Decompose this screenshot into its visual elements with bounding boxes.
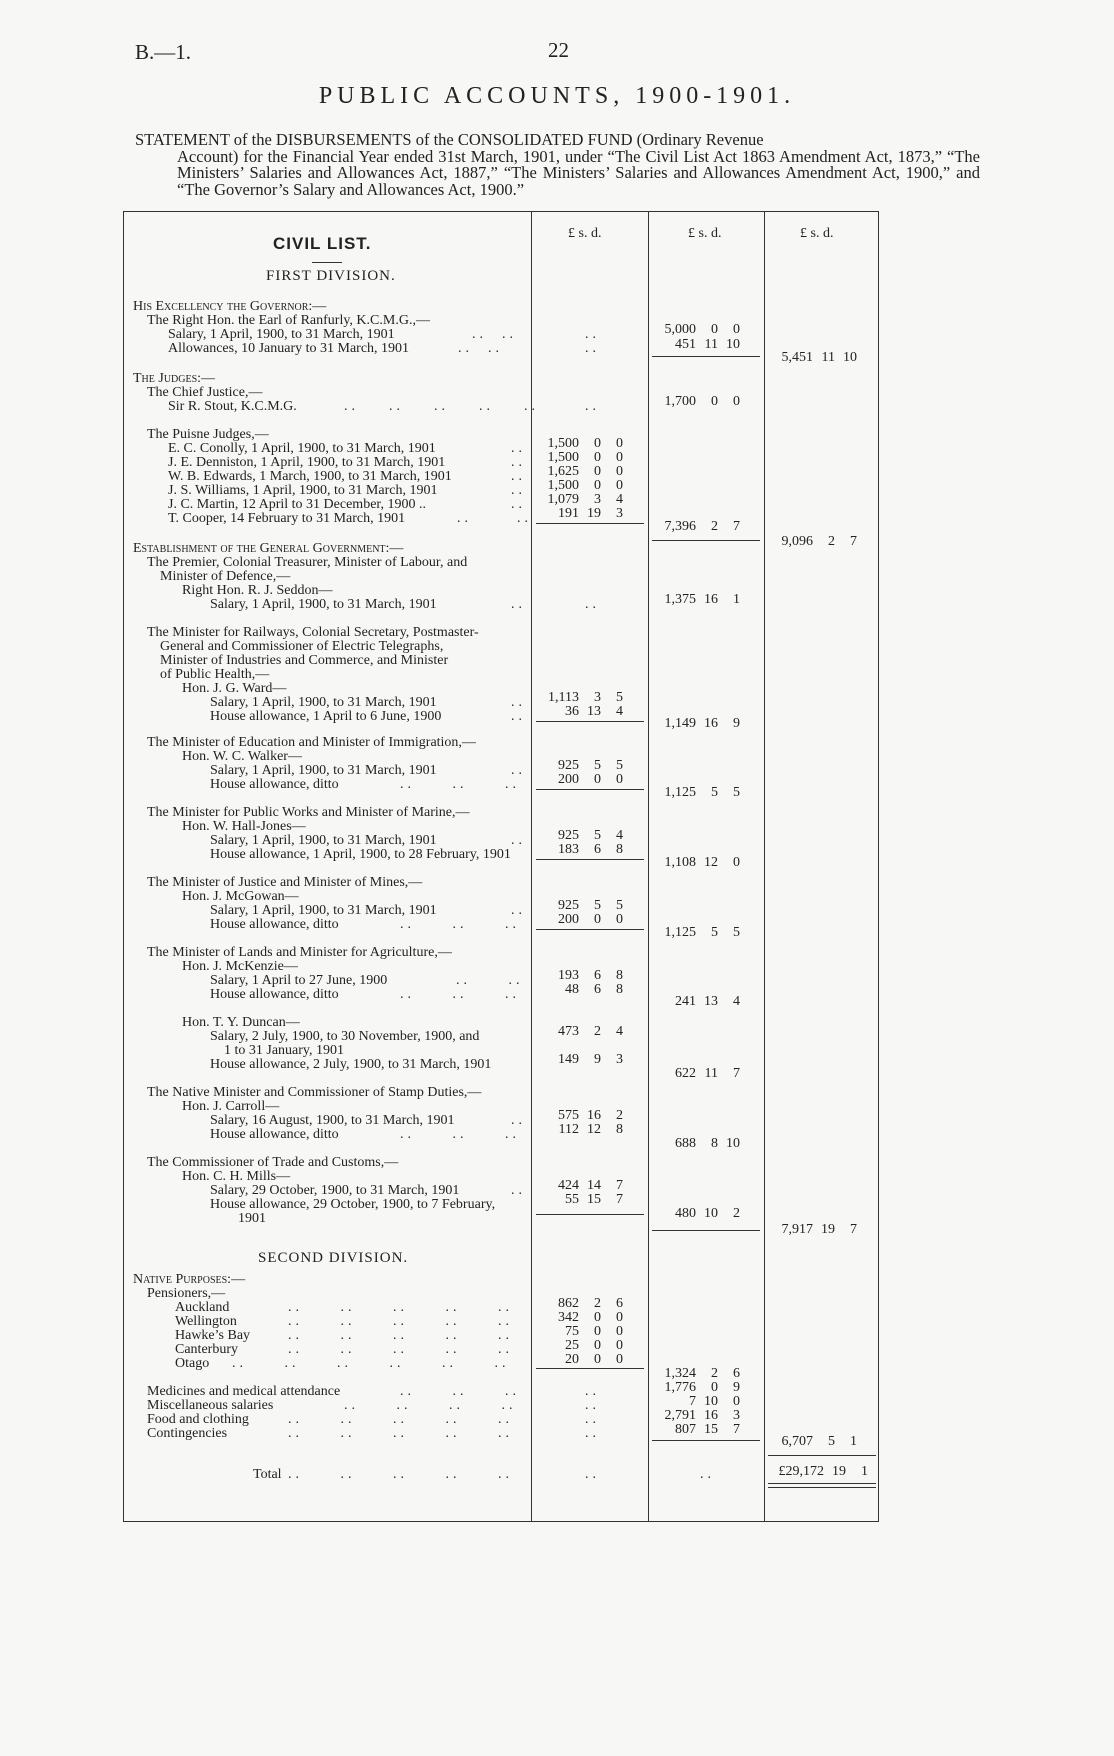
premier-salary-label: Salary, 1 April, 1900, to 31 March, 1901 bbox=[210, 597, 437, 612]
native-minister-label: The Native Minister and Commissioner of Stamp Duties,— bbox=[147, 1085, 482, 1100]
duncan-salary-label: Salary, 2 July, 1900, to 30 November, 1900, and bbox=[210, 1029, 480, 1044]
native-other-amount: 807 15 7 bbox=[675, 1422, 740, 1437]
government-heading: Establishment of the General Government:— bbox=[133, 541, 404, 556]
trade-salary-label: Salary, 29 October, 1900, to 31 March, 1901 bbox=[210, 1183, 460, 1198]
native-minister-salary-amount: 575 16 2 bbox=[558, 1108, 623, 1123]
pension-amount: 75 0 0 bbox=[565, 1324, 623, 1339]
title-underline bbox=[312, 262, 342, 263]
pension-amount: 342 0 0 bbox=[558, 1310, 623, 1325]
education-salary-label: Salary, 1 April, 1900, to 31 March, 1901 bbox=[210, 763, 437, 778]
railways-label: General and Commissioner of Electric Telegraphs, bbox=[160, 639, 444, 654]
table-bottom-rule bbox=[123, 1521, 879, 1522]
section-title: CIVIL LIST. bbox=[273, 234, 372, 253]
justice-house-amount: 200 0 0 bbox=[558, 912, 623, 927]
premier-name: Right Hon. R. J. Seddon— bbox=[182, 583, 333, 598]
native-minister-total: 688 8 10 bbox=[675, 1136, 740, 1151]
judges-heading: The Judges:— bbox=[133, 371, 216, 386]
lands-label: The Minister of Lands and Minister for Agriculture,— bbox=[147, 945, 452, 960]
judge-row: J. E. Denniston, 1 April, 1900, to 31 March, 1901 bbox=[168, 455, 446, 470]
column-rule-3 bbox=[764, 211, 765, 1521]
railways-total: 1,149 16 9 bbox=[664, 716, 740, 731]
duncan-name: Hon. T. Y. Duncan— bbox=[182, 1015, 300, 1030]
chief-justice-label: The Chief Justice,— bbox=[147, 385, 263, 400]
trade-total: 480 10 2 bbox=[675, 1206, 740, 1221]
lands-name: Hon. J. McKenzie— bbox=[182, 959, 298, 974]
judge-amount: 1,500 0 0 bbox=[547, 478, 623, 493]
pension-row: Canterbury bbox=[175, 1342, 238, 1357]
judge-row: W. B. Edwards, 1 March, 1900, to 31 March, 1901 bbox=[168, 469, 452, 484]
education-total: 1,125 5 5 bbox=[664, 785, 740, 800]
trade-salary-amount: 424 14 7 bbox=[558, 1178, 623, 1193]
native-other-amount: 1,776 0 9 bbox=[664, 1380, 740, 1395]
lands-salary-amount: 193 6 8 bbox=[558, 968, 623, 983]
duncan-house-amount: 149 9 3 bbox=[558, 1052, 623, 1067]
duncan-salary-amount: 473 2 4 bbox=[558, 1024, 623, 1039]
page-title: PUBLIC ACCOUNTS, 1900-1901. bbox=[318, 83, 796, 109]
governor-salary-amount: 5,000 0 0 bbox=[664, 322, 740, 337]
railways-salary-label: Salary, 1 April, 1900, to 31 March, 1901 bbox=[210, 695, 437, 710]
pension-row: Hawke’s Bay bbox=[175, 1328, 251, 1343]
railways-house-label: House allowance, 1 April to 6 June, 1900 bbox=[210, 709, 442, 724]
judge-row: E. C. Conolly, 1 April, 1900, to 31 March, 1901 bbox=[168, 441, 436, 456]
lands-salary-label: Salary, 1 April to 27 June, 1900 bbox=[210, 973, 388, 988]
governor-allowances-label: Allowances, 10 January to 31 March, 1901 bbox=[168, 341, 410, 356]
duncan-total: 622 11 7 bbox=[675, 1066, 740, 1081]
works-house-amount: 183 6 8 bbox=[558, 842, 623, 857]
puisne-total: 7,396 2 7 bbox=[664, 519, 740, 534]
judge-row: J. C. Martin, 12 April to 31 December, 1900 .. bbox=[168, 497, 427, 512]
report-reference: B.—1. bbox=[135, 40, 192, 64]
pension-row: Wellington bbox=[175, 1314, 237, 1329]
justice-salary-label: Salary, 1 April, 1900, to 31 March, 1901 bbox=[210, 903, 437, 918]
education-house-amount: 200 0 0 bbox=[558, 772, 623, 787]
pension-total: 1,324 2 6 bbox=[664, 1366, 740, 1381]
education-name: Hon. W. C. Walker— bbox=[182, 749, 302, 764]
judge-row: J. S. Williams, 1 April, 1900, to 31 March, 1901 bbox=[168, 483, 438, 498]
pension-row: Auckland bbox=[175, 1300, 230, 1315]
native-minister-house-label: House allowance, ditto bbox=[210, 1127, 339, 1142]
justice-house-label: House allowance, ditto bbox=[210, 917, 339, 932]
trade-house-amount: 55 15 7 bbox=[565, 1192, 623, 1207]
works-name: Hon. W. Hall-Jones— bbox=[182, 819, 306, 834]
governor-heading: His Excellency the Governor:— bbox=[133, 299, 327, 314]
duncan-salary-label-2: 1 to 31 January, 1901 bbox=[224, 1043, 345, 1058]
table-left-rule bbox=[123, 211, 124, 1521]
column-header-2: £ s. d. bbox=[688, 226, 722, 241]
works-salary-label: Salary, 1 April, 1900, to 31 March, 1901 bbox=[210, 833, 437, 848]
judge-row: T. Cooper, 14 February to 31 March, 1901 bbox=[168, 511, 406, 526]
native-other-row: Food and clothing bbox=[147, 1412, 249, 1427]
justice-salary-amount: 925 5 5 bbox=[558, 898, 623, 913]
native-purposes-heading: Native Purposes:— bbox=[133, 1272, 246, 1287]
native-other-amount: 7 10 0 bbox=[689, 1394, 740, 1409]
statement-rest: Account) for the Financial Year ended 31st March, 1901, under “The Civil List Act 1863 Amendment Act, 1873,” “The Ministers’ Salaries and Allowances Act, 1887,” “The Ministers’ Salaries and Allowances Amendment Act, 1900,” and “The Governor’s Salary and Allowances Act, 1900.” bbox=[177, 146, 980, 199]
education-salary-amount: 925 5 5 bbox=[558, 758, 623, 773]
justice-name: Hon. J. McGowan— bbox=[182, 889, 299, 904]
railways-label: Minister of Industries and Commerce, and Minister bbox=[160, 653, 449, 668]
premier-label: The Premier, Colonial Treasurer, Minister of Labour, and bbox=[147, 555, 468, 570]
works-label: The Minister for Public Works and Minister of Marine,— bbox=[147, 805, 470, 820]
table-right-rule bbox=[878, 211, 879, 1521]
native-purposes-total: 6,707 5 1 bbox=[781, 1434, 857, 1449]
native-other-amount: 2,791 16 3 bbox=[664, 1408, 740, 1423]
premier-amount: 1,375 16 1 bbox=[664, 592, 740, 607]
second-division-heading: SECOND DIVISION. bbox=[258, 1250, 409, 1266]
pension-amount: 25 0 0 bbox=[565, 1338, 623, 1353]
judge-amount: 1,500 0 0 bbox=[547, 436, 623, 451]
pensioners-label: Pensioners,— bbox=[147, 1286, 226, 1301]
trade-house-label-2: 1901 bbox=[238, 1211, 266, 1226]
works-house-label: House allowance, 1 April, 1900, to 28 February, 1901 bbox=[210, 847, 511, 862]
judge-amount: 191 19 3 bbox=[558, 506, 623, 521]
column-header-3: £ s. d. bbox=[800, 226, 834, 241]
railways-name: Hon. J. G. Ward— bbox=[182, 681, 287, 696]
justice-label: The Minister of Justice and Minister of Mines,— bbox=[147, 875, 423, 890]
puisne-judges-label: The Puisne Judges,— bbox=[147, 427, 269, 442]
lands-total: 241 13 4 bbox=[675, 994, 740, 1009]
judge-amount: 1,079 3 4 bbox=[547, 492, 623, 507]
statement-text bbox=[135, 132, 980, 198]
table-top-rule bbox=[123, 211, 879, 212]
pension-amount: 20 0 0 bbox=[565, 1352, 623, 1367]
judge-amount: 1,500 0 0 bbox=[547, 450, 623, 465]
lands-house-label: House allowance, ditto bbox=[210, 987, 339, 1002]
railways-label: The Minister for Railways, Colonial Secretary, Postmaster- bbox=[147, 625, 479, 640]
trade-name: Hon. C. H. Mills— bbox=[182, 1169, 291, 1184]
governor-salary-label: Salary, 1 April, 1900, to 31 March, 1901 bbox=[168, 327, 395, 342]
duncan-house-label: House allowance, 2 July, 1900, to 31 March, 1901 bbox=[210, 1057, 492, 1072]
trade-label: The Commissioner of Trade and Customs,— bbox=[147, 1155, 399, 1170]
pension-row: Otago bbox=[175, 1356, 210, 1371]
railways-house-amount: 36 13 4 bbox=[565, 704, 623, 719]
government-total: 7,917 19 7 bbox=[781, 1222, 857, 1237]
railways-label: of Public Health,— bbox=[160, 667, 270, 682]
judge-amount: 1,625 0 0 bbox=[547, 464, 623, 479]
native-minister-salary-label: Salary, 16 August, 1900, to 31 March, 1901 bbox=[210, 1113, 455, 1128]
native-other-row: Contingencies bbox=[147, 1426, 228, 1441]
governor-name: The Right Hon. the Earl of Ranfurly, K.C.M.G.,— bbox=[147, 313, 430, 328]
education-house-label: House allowance, ditto bbox=[210, 777, 339, 792]
works-total: 1,108 12 0 bbox=[664, 855, 740, 870]
pension-amount: 862 2 6 bbox=[558, 1296, 623, 1311]
governor-allowances-amount: 451 11 10 bbox=[675, 337, 740, 352]
works-salary-amount: 925 5 4 bbox=[558, 828, 623, 843]
grand-total-amount: £29,172 19 1 bbox=[778, 1464, 868, 1479]
chief-justice-name: Sir R. Stout, K.C.M.G. bbox=[168, 399, 297, 414]
railways-salary-amount: 1,113 3 5 bbox=[548, 690, 623, 705]
judges-total: 9,096 2 7 bbox=[781, 534, 857, 549]
first-division-heading: FIRST DIVISION. bbox=[266, 268, 396, 284]
native-minister-name: Hon. J. Carroll— bbox=[182, 1099, 280, 1114]
page-number: 22 bbox=[548, 38, 569, 62]
governor-total: 5,451 11 10 bbox=[781, 350, 857, 365]
column-header-1: £ s. d. bbox=[568, 226, 602, 241]
justice-total: 1,125 5 5 bbox=[664, 925, 740, 940]
trade-house-label: House allowance, 29 October, 1900, to 7 February, bbox=[210, 1197, 496, 1212]
grand-total-label: Total bbox=[253, 1467, 282, 1482]
premier-label: Minister of Defence,— bbox=[160, 569, 291, 584]
chief-justice-amount: 1,700 0 0 bbox=[664, 394, 740, 409]
native-other-row: Miscellaneous salaries bbox=[147, 1398, 274, 1413]
education-label: The Minister of Education and Minister of Immigration,— bbox=[147, 735, 476, 750]
statement-line-1: STATEMENT of the DISBURSEMENTS of the CONSOLIDATED FUND (Ordinary Revenue bbox=[135, 130, 764, 149]
lands-house-amount: 48 6 8 bbox=[565, 982, 623, 997]
native-other-row: Medicines and medical attendance bbox=[147, 1384, 341, 1399]
native-minister-house-amount: 112 12 8 bbox=[558, 1122, 623, 1137]
